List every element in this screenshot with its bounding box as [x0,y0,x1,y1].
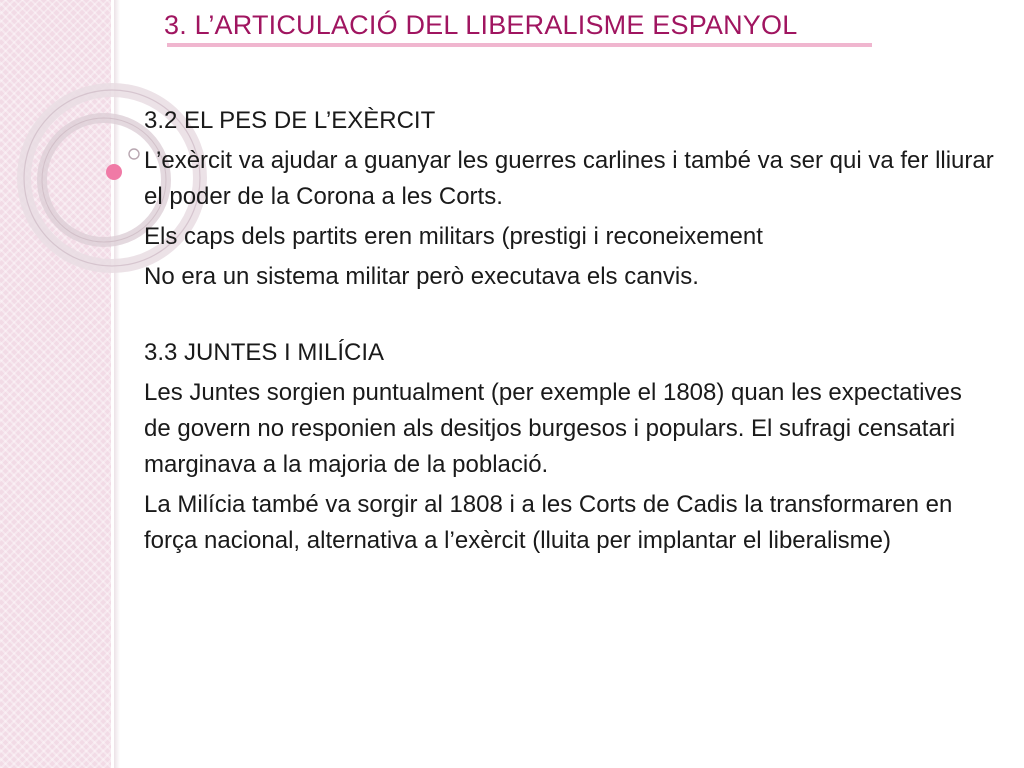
section-heading-army: 3.2 EL PES DE L’EXÈRCIT [144,107,436,134]
slide-title: 3. L’ARTICULACIÓ DEL LIBERALISME ESPANYOL [164,10,798,40]
army-paragraph-1: L’exèrcit va ajudar a guanyar les guerres carlines i també va ser qui va fer lliurar el poder de la Corona a les Corts. [144,147,994,210]
section-heading-juntas: 3.3 JUNTES I MILÍCIA [144,339,385,366]
title-underline [167,43,872,47]
small-ring-icon [129,149,139,159]
army-paragraph-3: No era un sistema militar però executava els canvis. [144,263,699,290]
slide-content [144,103,994,559]
juntas-paragraph-2: La Milícia també va sorgir al 1808 i a les Corts de Cadis la transformaren en força nacional, alternativa a l’exèrcit (lluita per implantar el liberalisme) [144,491,953,554]
army-paragraph-2: Els caps dels partits eren militars (prestigi i reconeixement [144,223,763,250]
juntas-paragraph-1: Les Juntes sorgien puntualment (per exemple el 1808) quan les expectatives de govern no responien als desitjos burgesos i populars. El sufragi censatari marginava a la majoria de la població. [144,379,962,478]
pink-dot-icon [106,164,122,180]
